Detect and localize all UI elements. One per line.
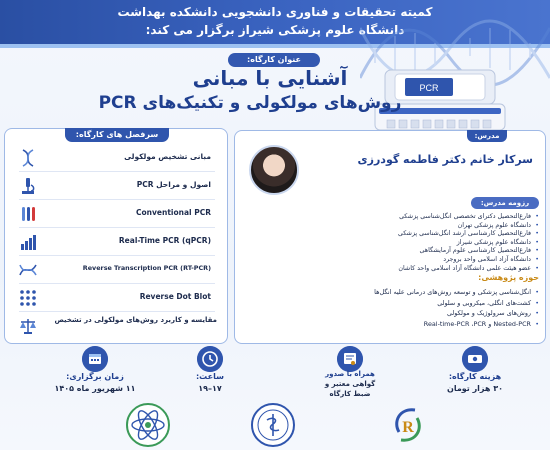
dots-grid-icon bbox=[19, 289, 37, 307]
logos-row bbox=[0, 398, 550, 450]
fee-info bbox=[420, 352, 530, 398]
research-list bbox=[249, 287, 539, 329]
svg-text:R: R bbox=[402, 419, 414, 436]
topic-label: Reverse Transcription PCR (RT-PCR) bbox=[82, 264, 211, 272]
date-info bbox=[40, 352, 150, 398]
topic-item bbox=[11, 175, 223, 197]
topic-item bbox=[11, 231, 223, 253]
helix-icon bbox=[19, 261, 37, 279]
fee-value: ۳۰ هزار تومان bbox=[446, 384, 503, 393]
research-item: • انگل‌شناسی پزشکی و توسعه روش‌های درمانی علیه انگل‌ها bbox=[249, 287, 539, 298]
calendar-icon bbox=[82, 346, 108, 372]
topic-label: Conventional PCR bbox=[136, 208, 211, 217]
test-tubes-icon bbox=[19, 205, 37, 223]
resume-item: • فارغ‌التحصیل کارشناسی ارشد انگل‌شناسی پزشکی bbox=[249, 230, 539, 239]
scale-icon bbox=[19, 317, 37, 335]
topic-item bbox=[11, 147, 223, 169]
topics-header: سرفصل های کارگاه: bbox=[65, 128, 169, 142]
topic-label: مقایسه و کاربرد روش‌های مولکولی در تشخیص bbox=[54, 316, 217, 324]
topic-label: اصول و مراحل PCR bbox=[136, 180, 211, 189]
instructor-tag: مدرس: bbox=[467, 130, 507, 142]
time-info bbox=[165, 352, 255, 398]
time-value: ۱۷–۱۹ bbox=[198, 384, 222, 393]
resume-item: • عضو هیئت علمی دانشگاه آزاد اسلامی واحد کاشان bbox=[249, 265, 539, 274]
resume-item: • دانشگاه علوم پزشکی تهران bbox=[249, 222, 539, 231]
date-label: زمان برگزاری: bbox=[66, 372, 124, 381]
research-title: حوزه پژوهشی: bbox=[478, 273, 539, 282]
clock-icon bbox=[197, 346, 223, 372]
resume-list bbox=[249, 213, 539, 273]
topic-item bbox=[11, 259, 223, 281]
date-value: ۱۱ شهریور ماه ۱۴۰۵ bbox=[54, 384, 136, 393]
pcr-screen-text: PCR bbox=[419, 83, 439, 93]
money-icon bbox=[462, 346, 488, 372]
resume-item: • فارغ‌التحصیل کارشناسی علوم آزمایشگاهی bbox=[249, 247, 539, 256]
topic-label: Reverse Dot Blot bbox=[139, 292, 211, 301]
time-label: ساعت: bbox=[195, 372, 224, 381]
fee-label: هزینه کارگاه: bbox=[448, 372, 502, 381]
topic-item bbox=[11, 203, 223, 225]
certificate-line-2: گواهی معتبر و bbox=[324, 380, 376, 388]
instructor-name: سرکار خانم دکتر فاطمه گودرزی bbox=[357, 153, 533, 166]
microscope-icon bbox=[19, 177, 37, 195]
topics-panel bbox=[4, 128, 228, 344]
resume-item: • دانشگاه آزاد اسلامی واحد بروجرد bbox=[249, 256, 539, 265]
bar-chart-icon bbox=[19, 233, 37, 251]
topic-item bbox=[11, 287, 223, 309]
topic-item bbox=[11, 315, 223, 337]
resume-item: • فارغ‌التحصیل دکترای تخصصی انگل‌شناسی پزشکی bbox=[249, 213, 539, 222]
certificate-line-1: همراه با صدور bbox=[325, 370, 375, 378]
research-item: • کشت‌های انگلی، میکروبی و سلولی bbox=[249, 298, 539, 309]
resume-item: • دانشگاه علوم پزشکی شیراز bbox=[249, 239, 539, 248]
topic-label: Real-Time PCR (qPCR) bbox=[118, 236, 211, 245]
university-logo-icon bbox=[250, 402, 296, 448]
certificate-icon bbox=[337, 346, 363, 372]
certificate-info bbox=[290, 352, 410, 398]
research-item: • Nested-PCR و Real-time-PCR ،PCR bbox=[249, 319, 539, 330]
research-item: • روش‌های سرولوژیک و مولکولی bbox=[249, 308, 539, 319]
workshop-label: عنوان کارگاه: bbox=[228, 53, 320, 67]
research-committee-logo-icon bbox=[125, 402, 171, 448]
resume-tag: رزومه مدرس: bbox=[471, 197, 539, 209]
header-line-2: دانشگاه علوم پزشکی شیراز برگزار می کند: bbox=[145, 23, 405, 37]
workshop-title-line-1: آشنایی با مبانی bbox=[192, 66, 348, 90]
workshop-title-line-2: روش‌های مولکولی و تکنیک‌های PCR bbox=[98, 93, 402, 113]
topic-label: مبانی تشخیص مولکولی bbox=[124, 152, 211, 161]
header-line-1: کمیته تحقیقات و فناوری دانشجویی دانشکده بهداشت bbox=[117, 5, 433, 19]
instructor-panel bbox=[234, 130, 546, 344]
dna-icon bbox=[19, 149, 37, 167]
certificate-line-3: ضبط کارگاه bbox=[329, 390, 371, 398]
instructor-photo bbox=[249, 145, 299, 195]
src-logo-icon bbox=[385, 402, 431, 448]
